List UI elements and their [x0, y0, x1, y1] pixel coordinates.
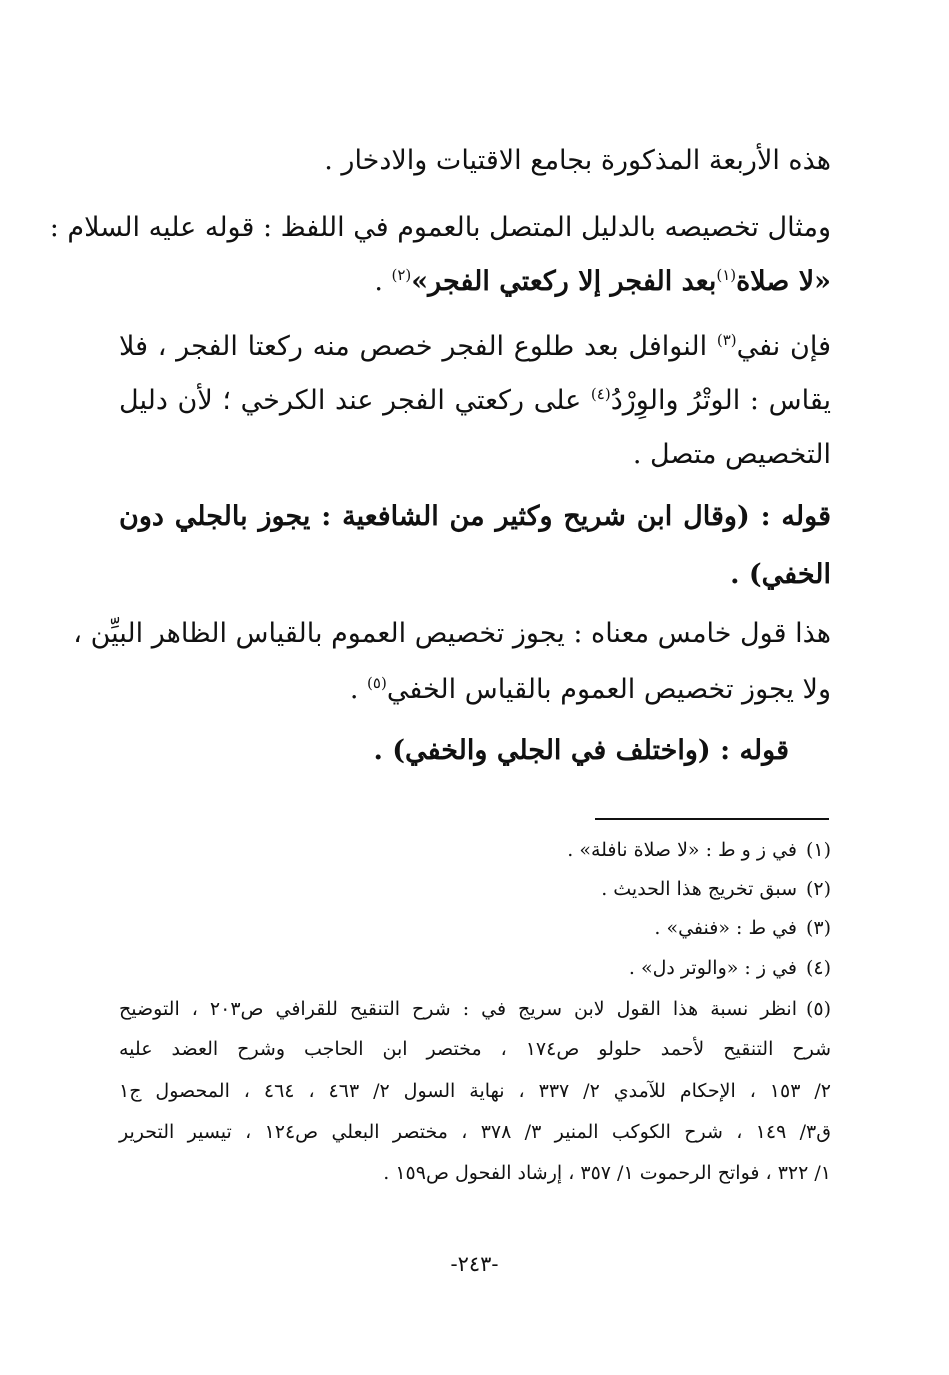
footnote-ref[interactable]: (١) [716, 266, 737, 284]
footnote-number: (٥) [805, 998, 831, 1020]
footnote-text: ١/ ٣٢٢ ، فواتح الرحموت ١/ ٣٥٧ ، إرشاد الفحول ص١٥٩ . [383, 1162, 831, 1184]
footnote-text: في ز و ط : «لا صلاة نافلة» . [567, 839, 797, 861]
matn-line [373, 737, 789, 764]
footnote-text: سبق تخريج هذا الحديث . [601, 878, 797, 900]
footnote-number: (١) [805, 839, 831, 861]
text: على ركعتي الفجر عند الكرخي ؛ لأن دليل [119, 385, 591, 416]
footnote-continuation [119, 1123, 831, 1142]
footnote-continuation [383, 1164, 831, 1183]
footnote-text: في ط : «فنفي» . [654, 917, 797, 939]
footnote [629, 959, 831, 978]
text: . [349, 674, 368, 705]
qawluhu-label: قوله : [749, 501, 831, 532]
text: ولا يجوز تخصيص العموم بالقياس الخفي [386, 674, 831, 705]
matn-line [730, 561, 831, 588]
footnote-continuation [119, 1040, 831, 1059]
footnote-text: ق٣/ ١٤٩ ، شرح الكوكب المنير ٣/ ٣٧٨ ، مختصر البعلي ص١٢٤ ، تيسير التحرير [119, 1121, 831, 1143]
matn-text: (وقال ابن شريح وكثير من الشافعية : يجوز بالجلي دون [119, 501, 750, 532]
footnote-ref[interactable]: (٤) [590, 385, 611, 403]
matn-line [119, 503, 831, 530]
text: التخصيص متصل . [632, 439, 831, 470]
footnote [567, 841, 831, 860]
footnote-number: (٢) [805, 878, 831, 900]
footnote-ref[interactable]: (٣) [716, 331, 737, 349]
footnote-text: في ز : «والوتر دل» . [628, 957, 797, 979]
text: هذا قول خامس معناه : يجوز تخصيص العموم بالقياس الظاهر البيِّن ، [73, 618, 831, 649]
hadith-quote: «لا صلاة [736, 266, 831, 297]
paragraph-line [350, 676, 831, 703]
footnote-number: (٣) [805, 917, 831, 939]
paragraph-line [324, 147, 831, 174]
matn-text: الخفي) . [730, 559, 831, 590]
text: . [374, 266, 392, 297]
footnote-text: انظر نسبة هذا القول لابن سريج في : شرح التنقيح للقرافي ص٢٠٣ ، التوضيح [119, 998, 797, 1020]
hadith-quote-line [374, 268, 831, 295]
footnote-ref[interactable]: (٥) [367, 674, 387, 692]
footnote-text: ٢/ ١٥٣ ، الإحكام للآمدي ٢/ ٣٣٧ ، نهاية السول ٢/ ٤٦٣ ، ٤٦٤ ، المحصول ج١ [119, 1080, 831, 1102]
matn-text: (واختلف في الجلي والخفي) . [373, 735, 711, 766]
paragraph-line [633, 441, 831, 468]
paragraph-line [50, 214, 831, 241]
paragraph-line [119, 333, 831, 360]
footnote-continuation [119, 1082, 831, 1101]
paragraph-line [73, 620, 831, 647]
text: يقاس : الوتْرُ والوِرْدُ [610, 385, 831, 416]
footnote [654, 919, 831, 938]
hadith-quote: بعد الفجر إلا ركعتي الفجر» [411, 266, 717, 297]
text: فإن نفي [736, 331, 831, 362]
paragraph-line [119, 387, 831, 414]
text: هذه الأربعة المذكورة بجامع الاقتيات والادخار . [324, 145, 831, 176]
qawluhu-label: قوله : [710, 735, 789, 766]
text: ومثال تخصيصه بالدليل المتصل بالعموم في اللفظ : قوله عليه السلام : [49, 212, 831, 243]
footnote-ref[interactable]: (٢) [391, 266, 412, 284]
footnote-text: شرح التنقيح لأحمد حلولو ص١٧٤ ، مختصر ابن الحاجب وشرح العضد عليه [119, 1038, 832, 1060]
text: النوافل بعد طلوع الفجر خصص منه ركعتا الفجر ، فلا [119, 331, 717, 362]
footnote-separator [595, 818, 829, 820]
footnote-number: (٤) [805, 957, 831, 979]
footnote [601, 880, 831, 899]
footnote [119, 1000, 831, 1019]
page-number: -٢٤٣- [450, 1252, 499, 1276]
